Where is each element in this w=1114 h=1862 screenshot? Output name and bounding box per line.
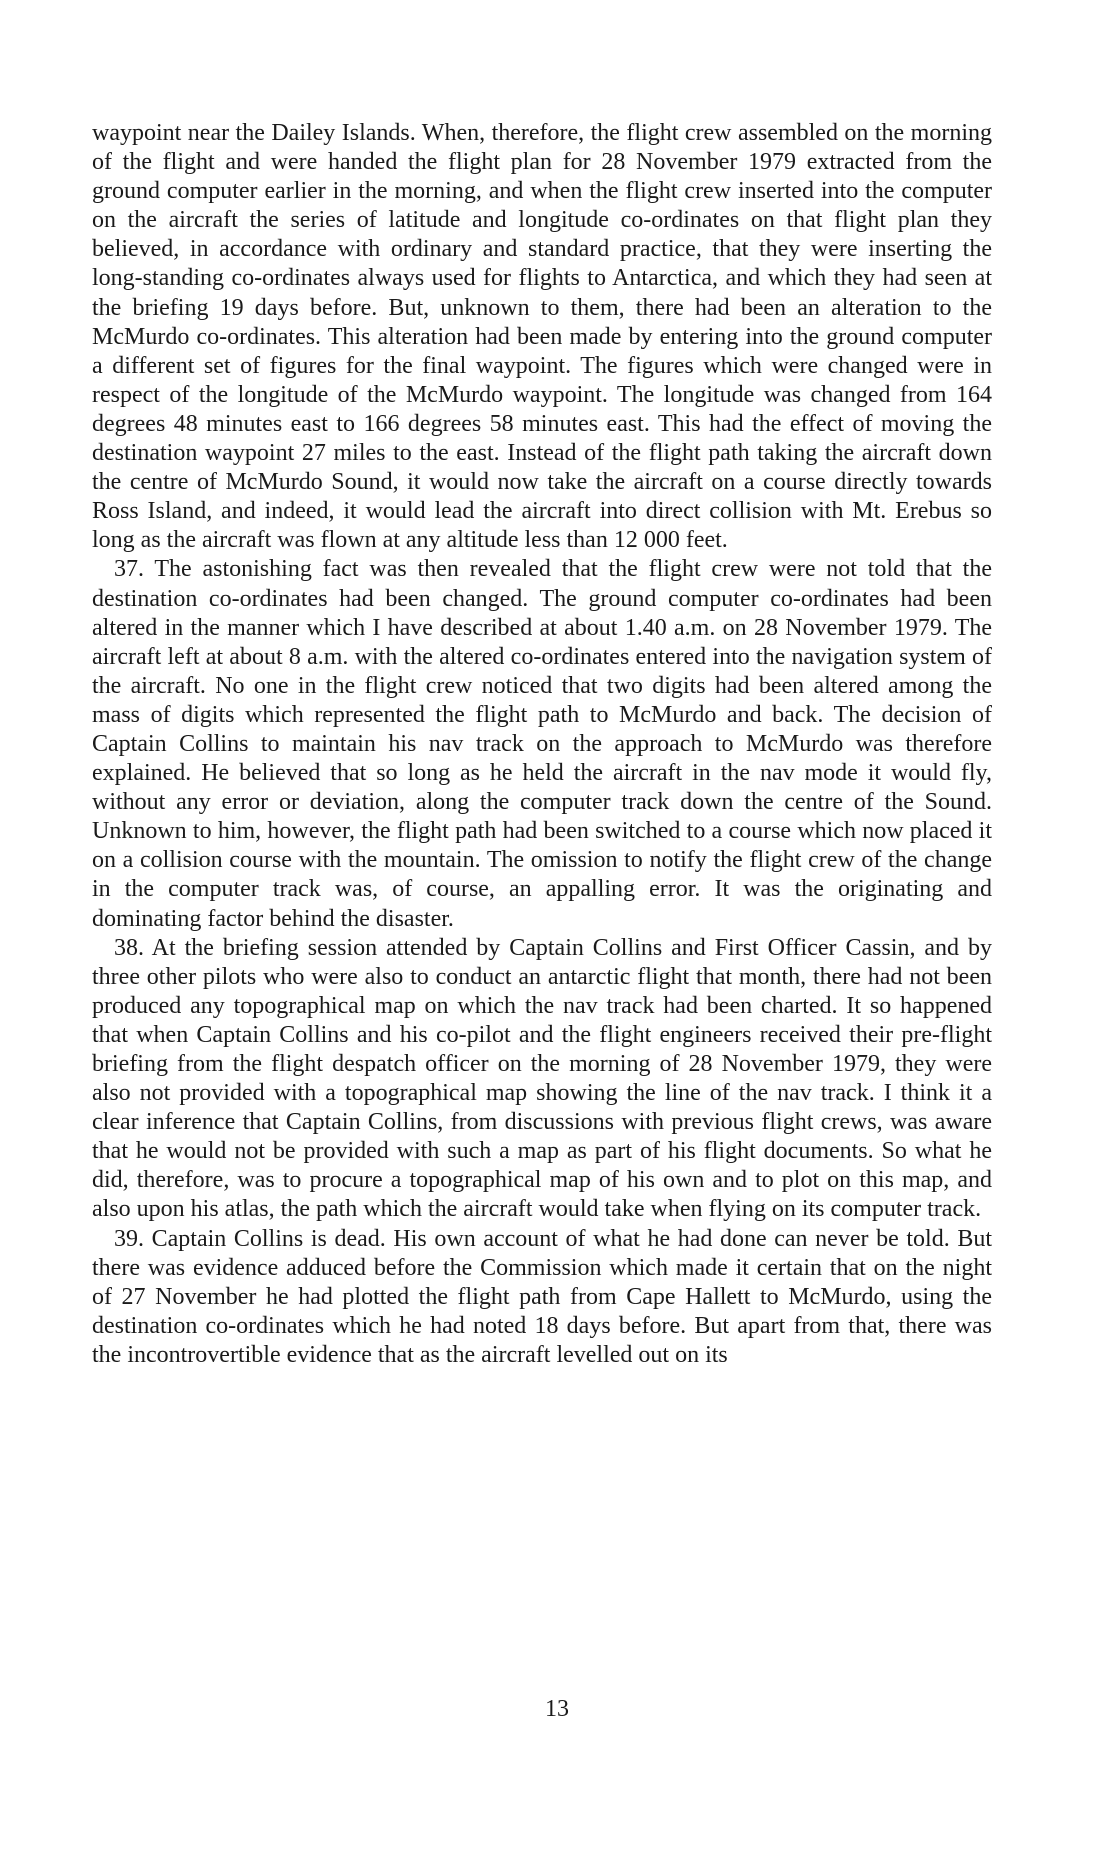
paragraph-39: 39. Captain Collins is dead. His own account of what he had done can never be told. But there was evidence adduced before the Commission which made it certain that on the night of 27 November he had plotted the flight path from Cape Hallett to McMurdo, using the destination co-ordinates which he had noted 18 days before. But apart from that, there was the incontrovertible evidence that as the aircraft levelled out on its <box>92 1225 992 1368</box>
paragraph-38: 38. At the briefing session attended by Captain Collins and First Officer Cassin, and by three other pilots who were also to conduct an antarctic flight that month, there had not been produced any topographical map on which the nav track had been charted. It so happened that when Captain Collins and his co-pilot and the flight engineers received their pre-flight briefing from the flight despatch officer on the morning of 28 November 1979, they were also not provided with a topographical map showing the line of the nav track. I think it a clear inference that Captain Collins, from discussions with previous flight crews, was aware that he would not be provided with such a map as part of his flight documents. So what he did, therefore, was to procure a topographical map of his own and to plot on this map, and also upon his atlas, the path which the aircraft would take when flying on its computer track. <box>92 934 992 1223</box>
page-number: 13 <box>545 1696 569 1722</box>
paragraph-continuation: waypoint near the Dailey Islands. When, therefore, the flight crew assembled on the morning of the flight and were handed the flight plan for 28 November 1979 extracted from the ground computer earlier in the morning, and when the flight crew inserted into the computer on the aircraft the series of latitude and longitude co-ordinates on that flight plan they believed, in accordance with ordinary and standard practice, that they were inserting the long-standing co-ordinates always used for flights to Antarctica, and which they had seen at the briefing 19 days before. But, unknown to them, there had been an alteration to the McMurdo co-ordinates. This alteration had been made by entering into the ground computer a different set of figures for the final waypoint. The figures which were changed were in respect of the longitude of the McMurdo waypoint. The longitude was changed from 164 degrees 48 minutes east to 166 degrees 58 minutes east. This had the effect of moving the destination waypoint 27 miles to the east. Instead of the flight path taking the aircraft down the centre of McMurdo Sound, it would now take the aircraft on a course directly towards Ross Island, and indeed, it would lead the aircraft into direct collision with Mt. Erebus so long as the aircraft was flown at any altitude less than 12 000 feet. <box>92 120 992 554</box>
body-text <box>92 119 992 1370</box>
paragraph-37: 37. The astonishing fact was then revealed that the flight crew were not told that the destination co-ordinates had been changed. The ground computer co-ordinates had been altered in the manner which I have described at about 1.40 a.m. on 28 November 1979. The aircraft left at about 8 a.m. with the altered co-ordinates entered into the navigation system of the aircraft. No one in the flight crew noticed that two digits had been altered among the mass of digits which represented the flight path to McMurdo and back. The decision of Captain Collins to maintain his nav track on the approach to McMurdo was therefore explained. He believed that so long as he held the aircraft in the nav mode it would fly, without any error or deviation, along the computer track down the centre of the Sound. Unknown to him, however, the flight path had been switched to a course which now placed it on a collision course with the mountain. The omission to notify the flight crew of the change in the computer track was, of course, an appalling error. It was the originating and dominating factor behind the disaster. <box>92 556 992 932</box>
